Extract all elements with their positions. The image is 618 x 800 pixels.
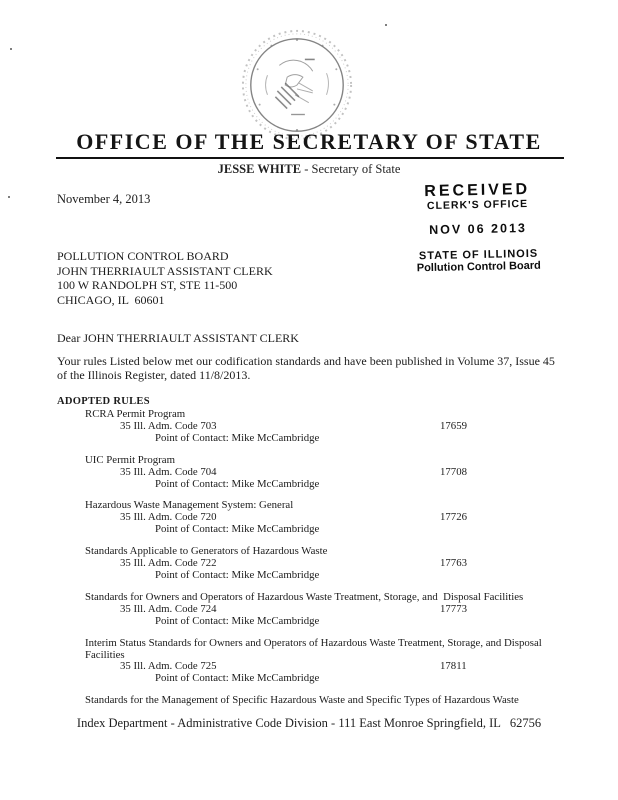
- rule-contact: Point of Contact: Mike McCambridge: [155, 431, 320, 444]
- stamp-received-text: RECEIVED: [424, 180, 531, 201]
- address-line-city: CHICAGO, IL 60601: [57, 292, 165, 307]
- rule-code-row: [57, 604, 569, 616]
- rule-title: Standards for Owners and Operators of Hazardous Waste Treatment, Storage, and Disposal Facilities: [85, 590, 524, 603]
- rule-code-row: [57, 661, 569, 673]
- secretary-subtitle: [0, 162, 618, 177]
- rule-code: 35 Ill. Adm. Code 720: [120, 511, 217, 524]
- scan-artifact-dot: [10, 48, 12, 50]
- rule-item: [57, 455, 569, 491]
- rule-item: [57, 592, 569, 628]
- rule-contact: Point of Contact: Mike McCambridge: [155, 568, 320, 581]
- stamp-clerks-office-text: CLERK'S OFFICE: [426, 197, 529, 213]
- rule-code: 35 Ill. Adm. Code 724: [120, 602, 217, 615]
- rule-page-number: 17726: [440, 511, 467, 524]
- rule-item: [57, 546, 569, 582]
- rule-code-row: [57, 558, 569, 570]
- scan-artifact-dot: [385, 24, 387, 26]
- salutation: Dear JOHN THERRIAULT ASSISTANT CLERK: [57, 331, 299, 345]
- recipient-address: [57, 249, 273, 307]
- rule-code-row: [57, 467, 569, 479]
- rule-title: Hazardous Waste Management System: General: [85, 499, 294, 512]
- secretary-title-text: - Secretary of State: [301, 162, 401, 176]
- secretary-name: JESSE WHITE: [217, 162, 302, 176]
- rule-page-number: 17763: [440, 557, 467, 570]
- rule-code-row: [57, 421, 569, 433]
- rule-title: RCRA Permit Program: [85, 408, 186, 420]
- rule-title: UIC Permit Program: [85, 453, 175, 466]
- stamp-state-text: STATE OF ILLINOIS: [418, 247, 539, 263]
- rule-item: [57, 409, 569, 445]
- header-divider: [56, 157, 564, 159]
- rule-page-number: 17659: [440, 419, 467, 432]
- rule-code: 35 Ill. Adm. Code 703: [120, 419, 217, 432]
- stamp-date-text: NOV 06 2013: [429, 220, 528, 238]
- rule-contact: Point of Contact: Mike McCambridge: [155, 614, 320, 627]
- rule-page-number: 17773: [440, 602, 467, 615]
- footer-line: Index Department - Administrative Code Division - 111 East Monroe Springfield, IL 62756: [76, 716, 542, 730]
- rule-code: 35 Ill. Adm. Code 725: [120, 660, 217, 673]
- page-title: OFFICE OF THE SECRETARY OF STATE: [76, 129, 542, 154]
- rules-list: [57, 409, 569, 717]
- address-line-street: 100 W RANDOLPH ST, STE 11-500: [57, 278, 238, 293]
- rule-page-number: 17811: [440, 660, 467, 673]
- rule-item: [57, 638, 569, 686]
- body-paragraph: Your rules Listed below met our codification standards and have been published in Volume 37, Issue 45 of the Illinois Register, dated 11/8/2013.: [57, 354, 558, 383]
- address-line-org: POLLUTION CONTROL BOARD: [57, 249, 229, 263]
- rule-contact: Point of Contact: Mike McCambridge: [155, 672, 320, 685]
- rule-contact: Point of Contact: Mike McCambridge: [155, 477, 320, 490]
- section-heading-adopted-rules: ADOPTED RULES: [57, 396, 150, 407]
- rule-title: Standards for the Management of Specific Hazardous Waste and Specific Types of Hazardous Waste: [85, 694, 519, 707]
- rule-item: [57, 695, 569, 707]
- scan-artifact-dot: [8, 196, 10, 198]
- rule-code: 35 Ill. Adm. Code 722: [120, 557, 217, 570]
- rule-item: [57, 500, 569, 536]
- state-seal-icon: [238, 26, 356, 144]
- rule-code-row: [57, 512, 569, 524]
- rule-title: Interim Status Standards for Owners and Operators of Hazardous Waste Treatment, Storage, and Disposal Facilities: [85, 636, 545, 661]
- rule-contact: Point of Contact: Mike McCambridge: [155, 523, 320, 536]
- rule-title: Standards Applicable to Generators of Hazardous Waste: [85, 545, 328, 558]
- received-stamp: [387, 180, 569, 275]
- rule-code: 35 Ill. Adm. Code 704: [120, 465, 217, 478]
- stamp-board-text: Pollution Control Board: [416, 259, 541, 275]
- rule-page-number: 17708: [440, 465, 467, 478]
- address-line-name: JOHN THERRIAULT ASSISTANT CLERK: [57, 263, 273, 278]
- letter-date: November 4, 2013: [57, 192, 151, 206]
